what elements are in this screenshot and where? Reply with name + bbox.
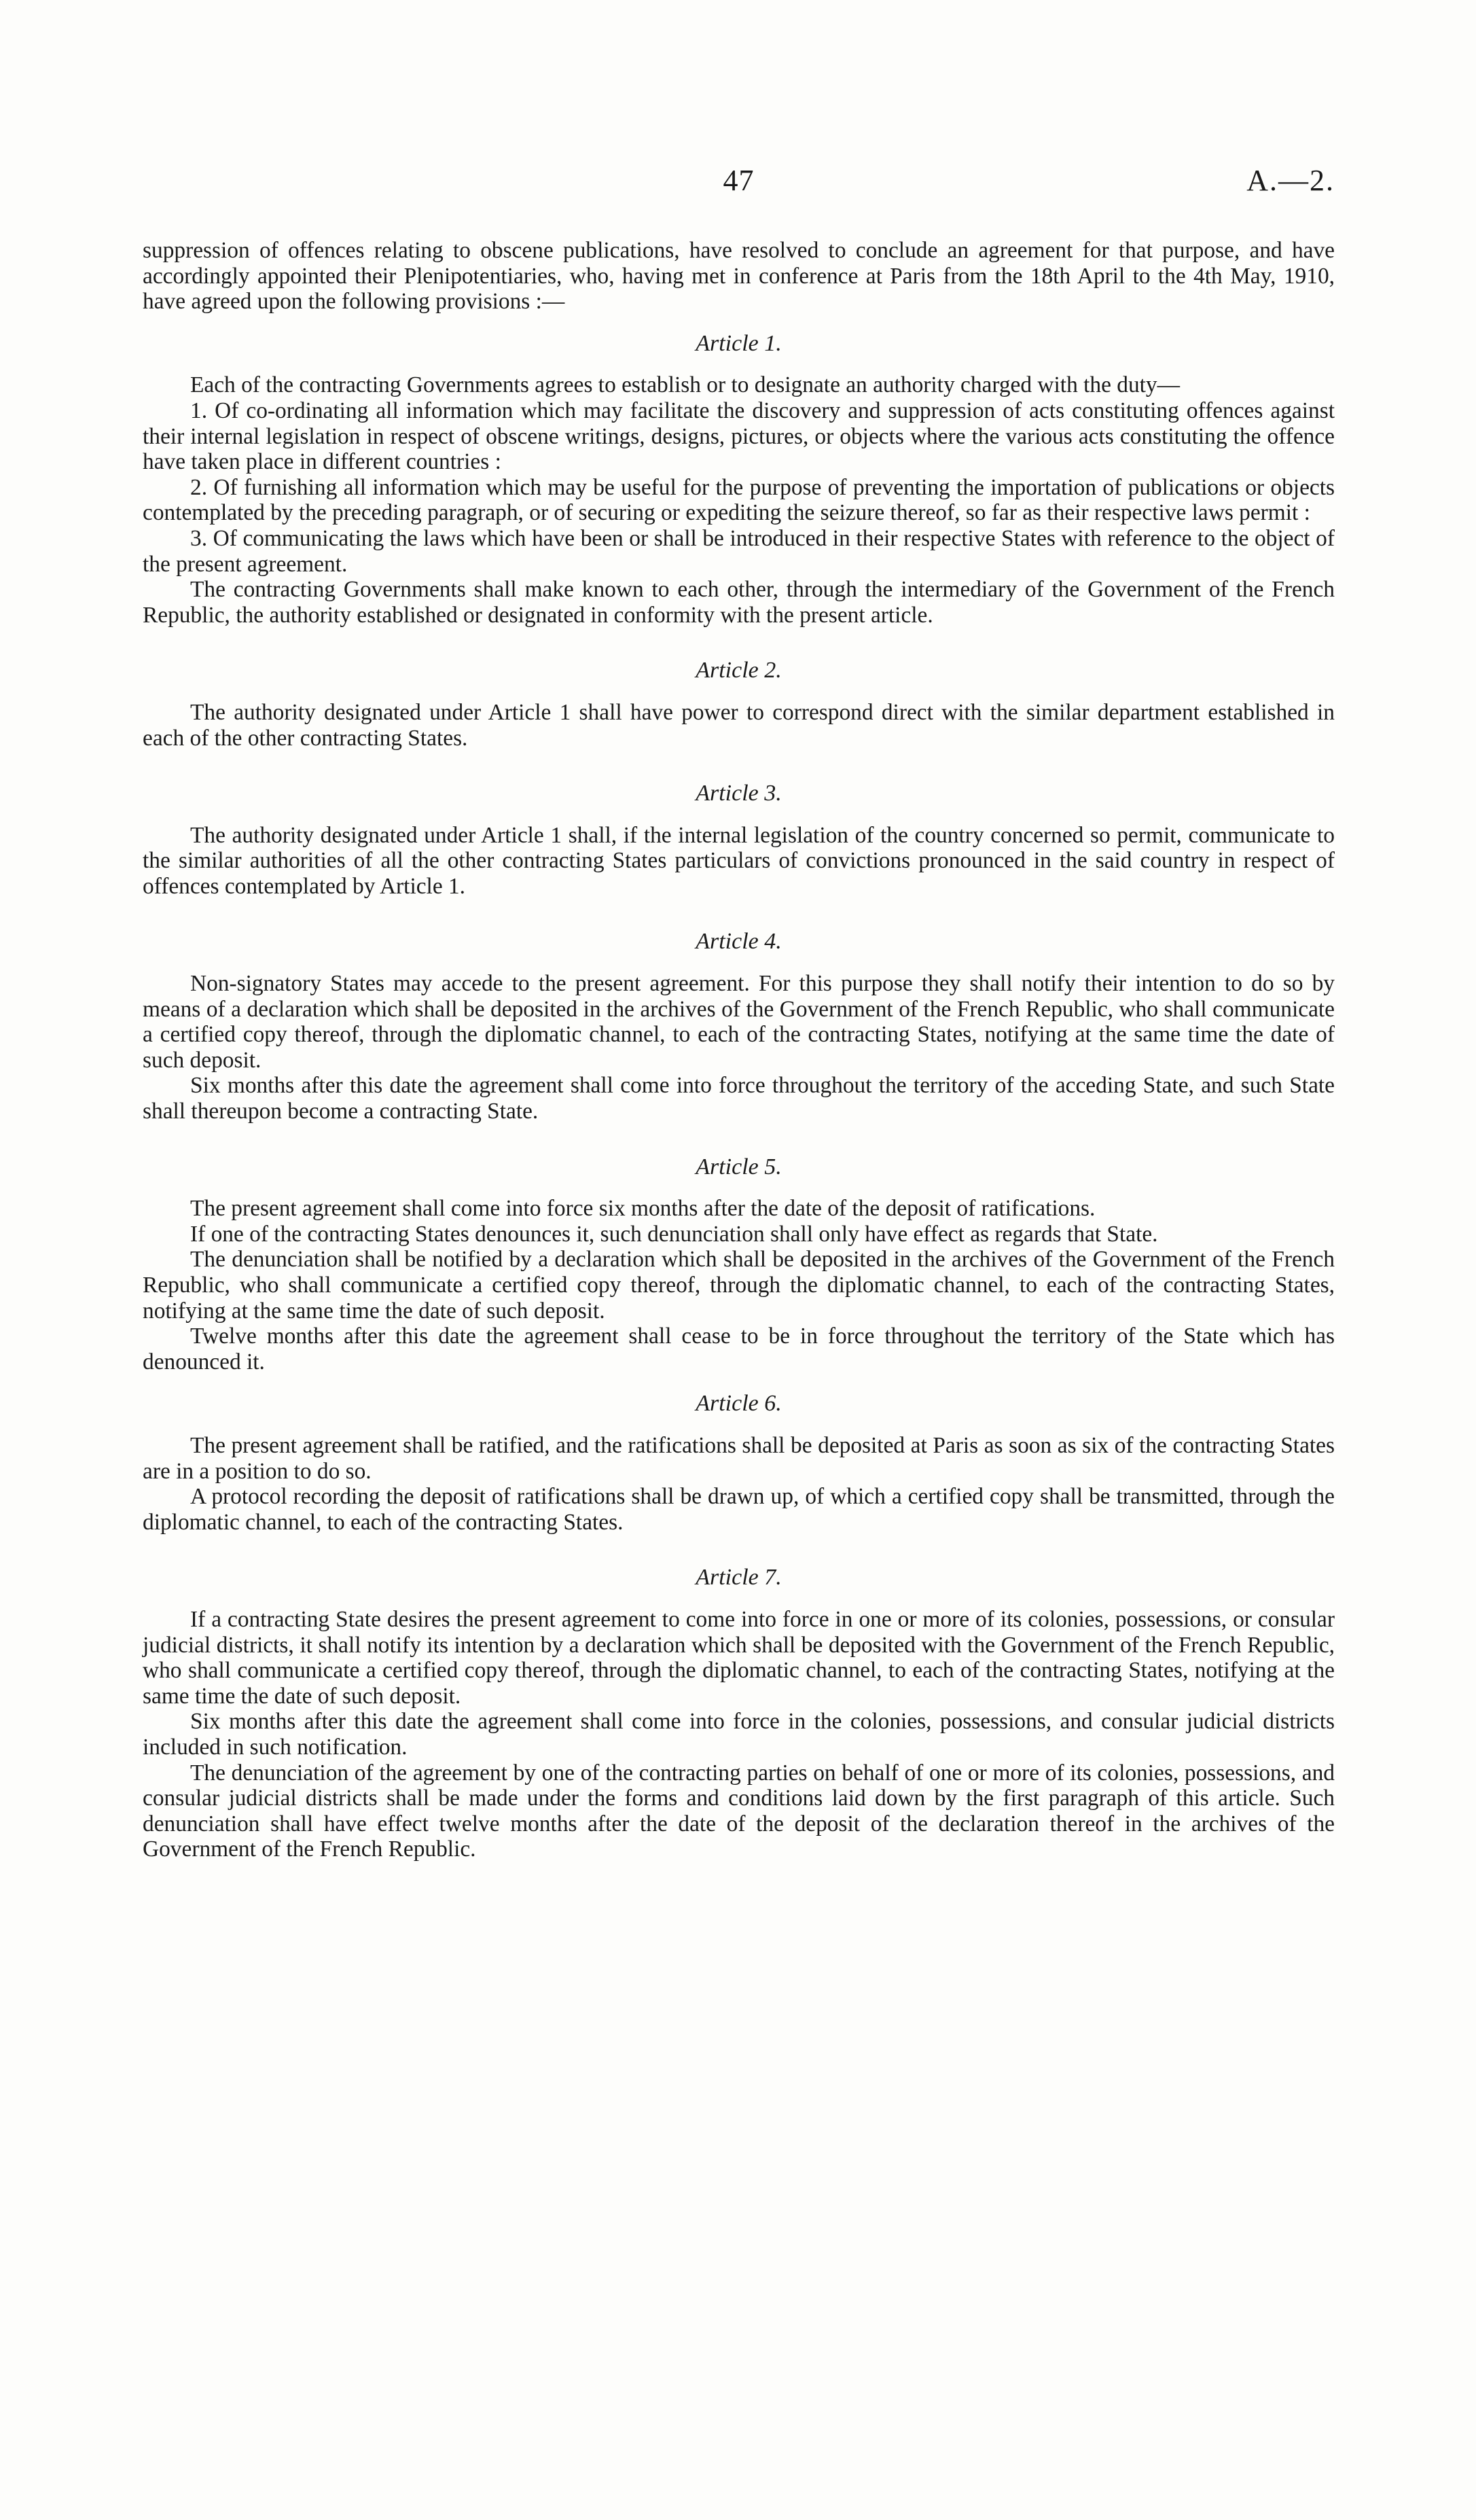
article-heading: Article 4. — [696, 929, 782, 955]
article-paragraph: Non-signatory States may accede to the present agreement. For this purpose they shall notify their intention to do so by means of a declaration which shall be deposited in the archives of the Government of the French Republic, who shall communicate a certified copy thereof, through the diplomatic channel, to each of the contracting States, notifying at the same time the date of such deposit. — [143, 971, 1335, 1073]
article-7 — [143, 1565, 1335, 1862]
page-number: 47 — [723, 164, 755, 197]
article-paragraph: The authority designated under Article 1 shall, if the internal legislation of the country concerned so permit, communicate to the similar authorities of all the other contracting States particulars of convictions pronounced in the said country in respect of offences contemplated by Article 1. — [143, 822, 1335, 899]
article-6 — [143, 1391, 1335, 1535]
article-paragraph: 2. Of furnishing all information which may be useful for the purpose of preventing the importation of publications or objects contemplated by the preceding paragraph, or of securing or expediting the seizure thereof, so far as their respective laws permit : — [143, 474, 1335, 526]
article-paragraph: 1. Of co-ordinating all information which may facilitate the discovery and suppression of acts constituting offences against their internal legislation in respect of obscene writings, designs, pictures, or objects where the various acts constituting the offence have taken place in different countries : — [143, 397, 1335, 475]
article-paragraph: Six months after this date the agreement shall come into force in the colonies, possessions, and consular judicial districts included in such notification. — [143, 1709, 1335, 1760]
document-reference: A.—2. — [1246, 164, 1335, 197]
article-5 — [143, 1154, 1335, 1375]
article-heading: Article 3. — [696, 781, 782, 806]
article-paragraph: The present agreement shall be ratified, and the ratifications shall be deposited at Paris as soon as six of the contracting States are in a position to do so. — [143, 1432, 1335, 1484]
article-paragraph: Twelve months after this date the agreement shall cease to be in force throughout the territory of the State which has denounced it. — [143, 1324, 1335, 1374]
article-1 — [143, 331, 1335, 628]
article-2 — [143, 658, 1335, 751]
page-header — [143, 163, 1335, 204]
article-paragraph: Each of the contracting Governments agrees to establish or to designate an authority charged with the duty— — [190, 372, 1181, 398]
article-paragraph: A protocol recording the deposit of ratifications shall be drawn up, of which a certified copy shall be transmitted, through the diplomatic channel, to each of the contracting States. — [143, 1484, 1335, 1535]
article-paragraph: 3. Of communicating the laws which have been or shall be introduced in their respective States with reference to the object of the present agreement. — [143, 525, 1335, 577]
article-paragraph: If a contracting State desires the present agreement to come into force in one or more of its colonies, possessions, or consular judicial districts, it shall notify its intention by a declaration which shall be deposited with the Government of the French Republic, who shall communicate a certified copy thereof, through the diplomatic channel, to each of the contracting States, notifying at the same time the date of such deposit. — [143, 1606, 1335, 1709]
article-paragraph: If one of the contracting States denounces it, such denunciation shall only have effect as regards that State. — [190, 1221, 1158, 1247]
article-heading: Article 7. — [696, 1565, 782, 1591]
article-paragraph: The denunciation of the agreement by one of the contracting parties on behalf of one or more of its colonies, possessions, and consular judicial districts shall be made under the forms and conditions laid down by the first paragraph of this article. Such denunciation shall have effect twelve months after the date of the deposit of the declaration thereof in the archives of the Government of the French Republic. — [143, 1760, 1335, 1862]
article-paragraph: The contracting Governments shall make known to each other, through the intermediary of the Government of the French Republic, the authority established or designated in conformity with the present article. — [143, 577, 1335, 628]
article-heading: Article 6. — [696, 1391, 782, 1417]
article-heading: Article 2. — [696, 658, 782, 684]
document-body — [143, 238, 1335, 1862]
article-paragraph: The denunciation shall be notified by a declaration which shall be deposited in the archives of the Government of the French Republic, who shall communicate a certified copy thereof, through the diplomatic channel, to each of the contracting States, notifying at the same time the date of such deposit. — [143, 1247, 1335, 1324]
article-paragraph: The authority designated under Article 1 shall have power to correspond direct with the similar department established in each of the other contracting States. — [143, 699, 1335, 751]
intro-paragraph: suppression of offences relating to obscene publications, have resolved to conclude an agreement for that purpose, and have accordingly appointed their Plenipotentiaries, who, having met in conference at Paris from the 18th April to the 4th May, 1910, have agreed upon the following provisions :— — [143, 238, 1335, 315]
article-heading: Article 5. — [696, 1154, 782, 1179]
article-paragraph: The present agreement shall come into force six months after the date of the deposit of ratifications. — [190, 1196, 1096, 1222]
article-paragraph: Six months after this date the agreement shall come into force throughout the territory of the acceding State, and such State shall thereupon become a contracting State. — [143, 1073, 1335, 1124]
article-4 — [143, 929, 1335, 1124]
article-heading: Article 1. — [696, 330, 782, 356]
article-3 — [143, 781, 1335, 899]
